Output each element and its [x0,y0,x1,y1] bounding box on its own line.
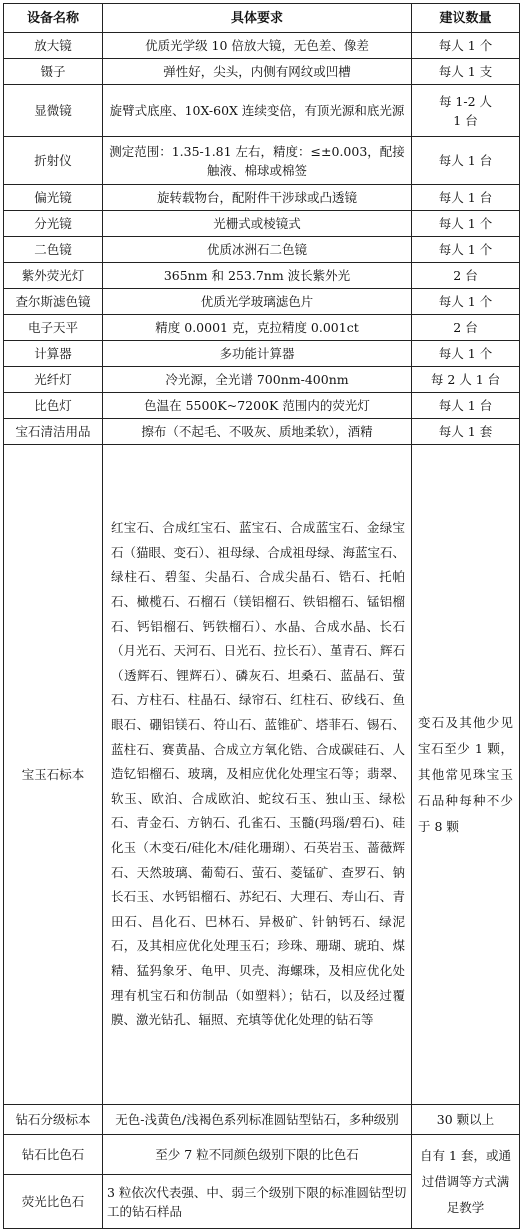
equipment-requirement: 测定范围：1.35-1.81 左右，精度：≤±0.003，配接 触液、棉球或棉签 [103,137,412,185]
equipment-quantity: 2 台 [412,315,520,341]
equipment-quantity: 每人 1 个 [412,237,520,263]
master-quantity: 自有 1 套，或通过借调等方式满足教学 [412,1135,520,1229]
equipment-requirement: 365nm 和 253.7nm 波长紫外光 [103,263,412,289]
specimen-quantity: 变石及其他少见宝石至少 1 颗，其他常见珠宝玉石品种每种不少于 8 颗 [412,445,520,1105]
table-row [4,185,520,211]
equipment-name: 放大镜 [4,33,103,59]
equipment-name: 偏光镜 [4,185,103,211]
header-row [4,4,520,33]
equipment-quantity: 2 台 [412,263,520,289]
equipment-name: 宝石清洁用品 [4,419,103,445]
equipment-requirement: 优质光学级 10 倍放大镜，无色差、像差 [103,33,412,59]
table-row-diamond [4,1105,520,1135]
header-quantity: 建议数量 [412,4,520,33]
table-row [4,289,520,315]
table-row [4,59,520,85]
table-row [4,211,520,237]
equipment-quantity: 每人 1 支 [412,59,520,85]
table-row [4,341,520,367]
equipment-quantity: 每人 1 个 [412,211,520,237]
table-body [4,33,520,1229]
equipment-quantity: 每 1-2 人 1 台 [412,85,520,137]
equipment-quantity: 每人 1 个 [412,289,520,315]
equipment-quantity: 每 2 人 1 台 [412,367,520,393]
equipment-quantity: 每人 1 套 [412,419,520,445]
table-row [4,237,520,263]
table-row [4,137,520,185]
equipment-requirement: 弹性好，尖头，内侧有网纹或凹槽 [103,59,412,85]
equipment-requirement: 擦布（不起毛、不吸灰、质地柔软），酒精 [103,419,412,445]
equipment-name: 光纤灯 [4,367,103,393]
equipment-requirement: 旋转载物台，配附件干涉球或凸透镜 [103,185,412,211]
equipment-requirement: 优质光学玻璃滤色片 [103,289,412,315]
equipment-name: 分光镜 [4,211,103,237]
equipment-requirement: 光栅式或棱镜式 [103,211,412,237]
header-requirement: 具体要求 [103,4,412,33]
diamond-name: 钻石分级标本 [4,1105,103,1135]
equipment-name: 查尔斯滤色镜 [4,289,103,315]
equipment-name: 电子天平 [4,315,103,341]
table-row [4,393,520,419]
equipment-requirement: 精度 0.0001 克，克拉精度 0.001ct [103,315,412,341]
table-row [4,263,520,289]
equipment-name: 比色灯 [4,393,103,419]
table-row [4,85,520,137]
equipment-requirement: 旋臂式底座、10X-60X 连续变倍，有顶光源和底光源 [103,85,412,137]
equipment-quantity: 每人 1 个 [412,341,520,367]
equipment-table [3,3,520,1229]
specimen-requirement: 红宝石、合成红宝石、蓝宝石、合成蓝宝石、金绿宝石（猫眼、变石）、祖母绿、合成祖母绿、海蓝宝石、绿柱石、碧玺、尖晶石、合成尖晶石、锆石、托帕石、橄榄石、石榴石（镁铝榴石、铁铝榴石、锰铝榴石、钙铝榴石、钙铁榴石）、水晶、合成水晶、长石（月光石、天河石、日光石、拉长石）、堇青石、辉石（透辉石、锂辉石）、磷灰石、坦桑石、蓝晶石、萤石、方柱石、柱晶石、绿帘石、红柱石、矽线石、鱼眼石、硼铝镁石、符山石、蓝锥矿、塔菲石、锡石、蓝柱石、赛黄晶、合成立方氧化锆、合成碳硅石、人造钇铝榴石、玻璃，及相应优化处理宝石等；翡翠、软玉、欧泊、合成欧泊、蛇纹石玉、独山玉、绿松石、青金石、方钠石、孔雀石、玉髓(玛瑙/碧石)、硅化玉（木变石/硅化木/硅化珊瑚）、石英岩玉、蔷薇辉石、天然玻璃、葡萄石、萤石、菱锰矿、查罗石、钠长石玉、水钙铝榴石、苏纪石、大理石、寿山石、青田石、昌化石、巴林石、异极矿、针钠钙石、绿泥石，及其相应优化处理玉石；珍珠、珊瑚、琥珀、煤精、猛犸象牙、龟甲、贝壳、海螺珠，及相应优化处理有机宝石和仿制品（如塑料）；钻石，以及经过覆膜、激光钻孔、辐照、充填等优化处理的钻石等 [103,445,412,1105]
equipment-name: 计算器 [4,341,103,367]
equipment-quantity: 每人 1 个 [412,33,520,59]
equipment-requirement: 优质冰洲石二色镜 [103,237,412,263]
equipment-requirement: 色温在 5500K~7200K 范围内的荧光灯 [103,393,412,419]
equipment-quantity: 每人 1 台 [412,393,520,419]
table-row-color-master [4,1135,520,1175]
header-name: 设备名称 [4,4,103,33]
diamond-quantity: 30 颗以上 [412,1105,520,1135]
equipment-requirement: 冷光源，全光谱 700nm-400nm [103,367,412,393]
equipment-requirement: 多功能计算器 [103,341,412,367]
equipment-quantity: 每人 1 台 [412,137,520,185]
fluor-master-name: 荧光比色石 [4,1175,103,1229]
color-master-requirement: 至少 7 粒不同颜色级别下限的比色石 [103,1135,412,1175]
equipment-name: 紫外荧光灯 [4,263,103,289]
equipment-name: 显微镜 [4,85,103,137]
equipment-quantity: 每人 1 台 [412,185,520,211]
table-row [4,315,520,341]
fluor-master-requirement: 3 粒依次代表强、中、弱三个级别下限的标准圆钻型切工的钻石样品 [103,1175,412,1229]
table-row [4,419,520,445]
equipment-name: 折射仪 [4,137,103,185]
equipment-name: 二色镜 [4,237,103,263]
table-row [4,367,520,393]
diamond-requirement: 无色-浅黄色/浅褐色系列标准圆钻型钻石，多种级别 [103,1105,412,1135]
table-row-specimen [4,445,520,1105]
specimen-name: 宝玉石标本 [4,445,103,1105]
table-row [4,33,520,59]
equipment-name: 镊子 [4,59,103,85]
color-master-name: 钻石比色石 [4,1135,103,1175]
